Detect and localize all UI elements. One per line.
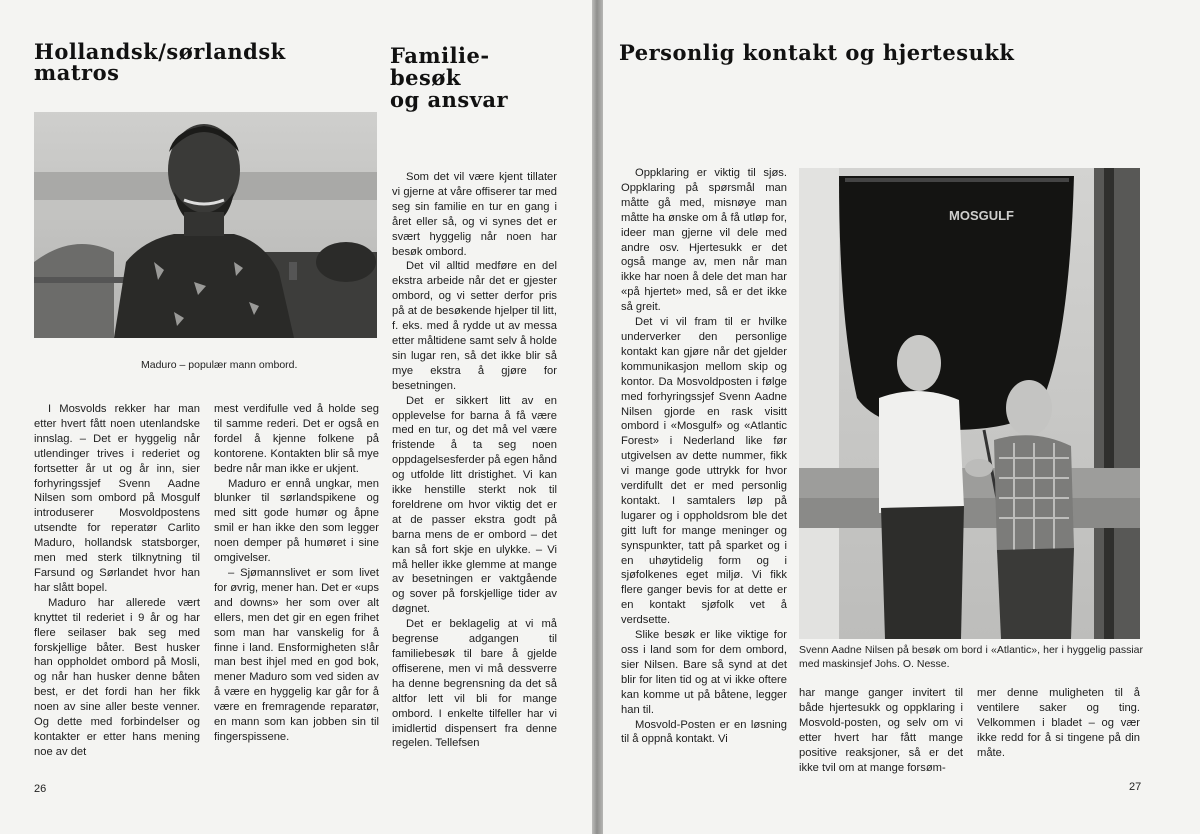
paragraph: Det er sikkert litt av en opplevelse for barna å få være med en tur, og det må vel være fristende å ta seg noen oppdagelsesferder på egen hånd og utfolde litt dristighet. Vi kan ikke henstille sterkt nok til foreldrene om hvor viktig det er at de passer ekstra godt på barna mens de er ombord – det kan så fort skje en ulykke. – Vi må heller ikke glemme at mange av besetningen er vaktgående og sover på forskjellige tider av døgnet. [392, 394, 557, 616]
paragraph: – Sjømannslivet er som livet for øvrig, mener han. Det er «ups and downs» her som over alt ellers, men det gir en egen frihet som man har vanskelig for å finne i land. Ensformigheten s!år man best ihjel med en god bok, mener Maduro som ved siden av å være en hyggelig kar går for å være en fremragende reparatør, en mann som kan jobben sin til fingerspissene. [214, 566, 379, 743]
paragraph: Slike besøk er like viktige for oss i land som for dem ombord, sier Nilsen. Bare så synd at det blir for liten tid og at vi ikke oftere kan komme ut på båtene, legger han til. [621, 629, 787, 716]
article-col-1 [34, 402, 200, 760]
paragraph: mer denne muligheten til å ventilere saker og ting. Velkommen i bladet – og vær ikke redd for å si tingene på din måte. [977, 687, 1140, 759]
article-col-2 [799, 686, 963, 775]
paragraph: mest verdifulle ved å holde seg til samme rederi. Det er også en fordel å kjenne folkene på kontorene. Kontakten blir så mye bedre når man ikke er ukjent. [214, 403, 379, 475]
paragraph: har mange ganger invitert til både hjertesukk og oppklaring i Mosvold-posten, og selv om vi etter hvert har fått mange positive reaksjoner, så er det ikke tvil om at mange forsøm- [799, 687, 963, 774]
paragraph: Oppklaring er viktig til sjøs. Oppklaring på spørsmål man måtte gå med, misnøye man måtte ha ønske om å få utløp for, ideer man gjerne vil dele med andre osv. Hjertesukk er det også mange av, men når man ikke har noen å dele det man har «på hjertet» med, så er det ikke så greit. [621, 167, 787, 314]
lifeboat-label: MOSGULF [949, 208, 1014, 223]
article-col-2 [214, 402, 379, 745]
photo-nilsen-nesse-image [799, 168, 1140, 639]
page-number-left: 26 [34, 783, 47, 795]
headline-matros: Hollandsk/sørlandsk matros [34, 39, 286, 85]
paragraph: Det vi vil fram til er hvilke underverker den personlige kontakt kan gjøre når det gjelder kommunikasjon mellom skip og kontor. Da Mosvoldposten i følge med forhyringssjef Svenn Aadne Nilsen gjorde en rask visitt ombord i «Mosgulf» og «Atlantic Forest» i Nederland like før utgivelsen av dette nummer, fikk vi mange gode uttrykk for hvor verdifullt det er med personlig kontakt. I samtalers løp på lugarer og i oppholdsrom ble det gitt luft for mange meninger og synspunkter, tatt på sparket og i en uhøytidelig form og i sjøfolkenes eget miljø. Vi fikk flere ganger bevis for at dette er en kontakt sjøfolk vet å verdsette. [621, 316, 787, 627]
right-page [603, 0, 1200, 834]
photo-maduro-image [34, 112, 377, 338]
paragraph: I Mosvolds rekker har man etter hvert fått noen utenlandske innslag. – Det er hyggelig når utlendinger trives i rederiet og fortsetter år ut og år inn, sier forhyringssjef Svenn Aadne Nilsen som ombord på Mosgulf introduserer Mosvoldpostens utsendte for reperatør Carlito Maduro, hollandsk statsborger, men med sterk tilknytning til Farsund og Sørlandet hvor han har slått bopel. [34, 403, 200, 594]
headline-personlig-kontakt: Personlig kontakt og hjertesukk [619, 40, 1015, 65]
photo-caption-maduro: Maduro – populær mann ombord. [141, 359, 298, 371]
spine-gutter [592, 0, 603, 834]
left-page [0, 0, 592, 834]
paragraph: Som det vil være kjent tillater vi gjerne at våre offiserer tar med seg sin familie en tur en gang i året eller så, og vi synes det er svært hyggelig når noen har besøk ombord. [392, 171, 557, 258]
article-col-3 [977, 686, 1140, 761]
paragraph: Maduro er ennå ungkar, men blunker til sørlandspikene og med sitt gode humør og åpne smil er han ikke den som legger noen demper på humøret i sine omgivelser. [214, 477, 379, 565]
paragraph: Maduro har allerede vært knyttet til rederiet i 9 år og har flere seilaser bak seg med forskjellige båter. Best husker han oppholdet ombord på Mosli, og når han husker denne båten best, er det fordi han her fikk noen av sine aller beste venner. Og dette med forbindelser og kontakter er etter hans mening noe av det [34, 596, 200, 758]
paragraph: Det vil alltid medføre en del ekstra arbeide når det er gjester ombord, og vi setter derfor pris på at de besøkende hjelper til litt, f. eks. med å rydde ut av messa etter måltidene samt selv å holde sin lugar ren, så det ikke blir så mye ekstra å gjøre for besetningen. [392, 260, 557, 392]
article-col-3 [392, 170, 557, 751]
paragraph: Mosvold-Posten er en løsning til å oppnå kontakt. Vi [621, 718, 787, 746]
headline-familiebesok: Familie- besøk og ansvar [390, 43, 509, 112]
photo-caption-nilsen: Svenn Aadne Nilsen på besøk om bord i «Atlantic», her i hyggelig passiar med maskinsjef Johs. O. Nesse. [799, 644, 1143, 670]
paragraph: Det er beklagelig at vi må begrense adgangen til familiebesøk til bare å gjelde offiserene, men vi må dessverre ha denne begrensning da det så altfor lett vil bli for mange ombord. I enkelte tilfeller har vi imidlertid dispensert fra denne regelen. Tellefsen [392, 618, 557, 750]
photo-maduro [34, 112, 377, 338]
article-col-1 [621, 166, 787, 747]
photo-nilsen-nesse [799, 168, 1140, 639]
page-number-right: 27 [1129, 781, 1142, 793]
